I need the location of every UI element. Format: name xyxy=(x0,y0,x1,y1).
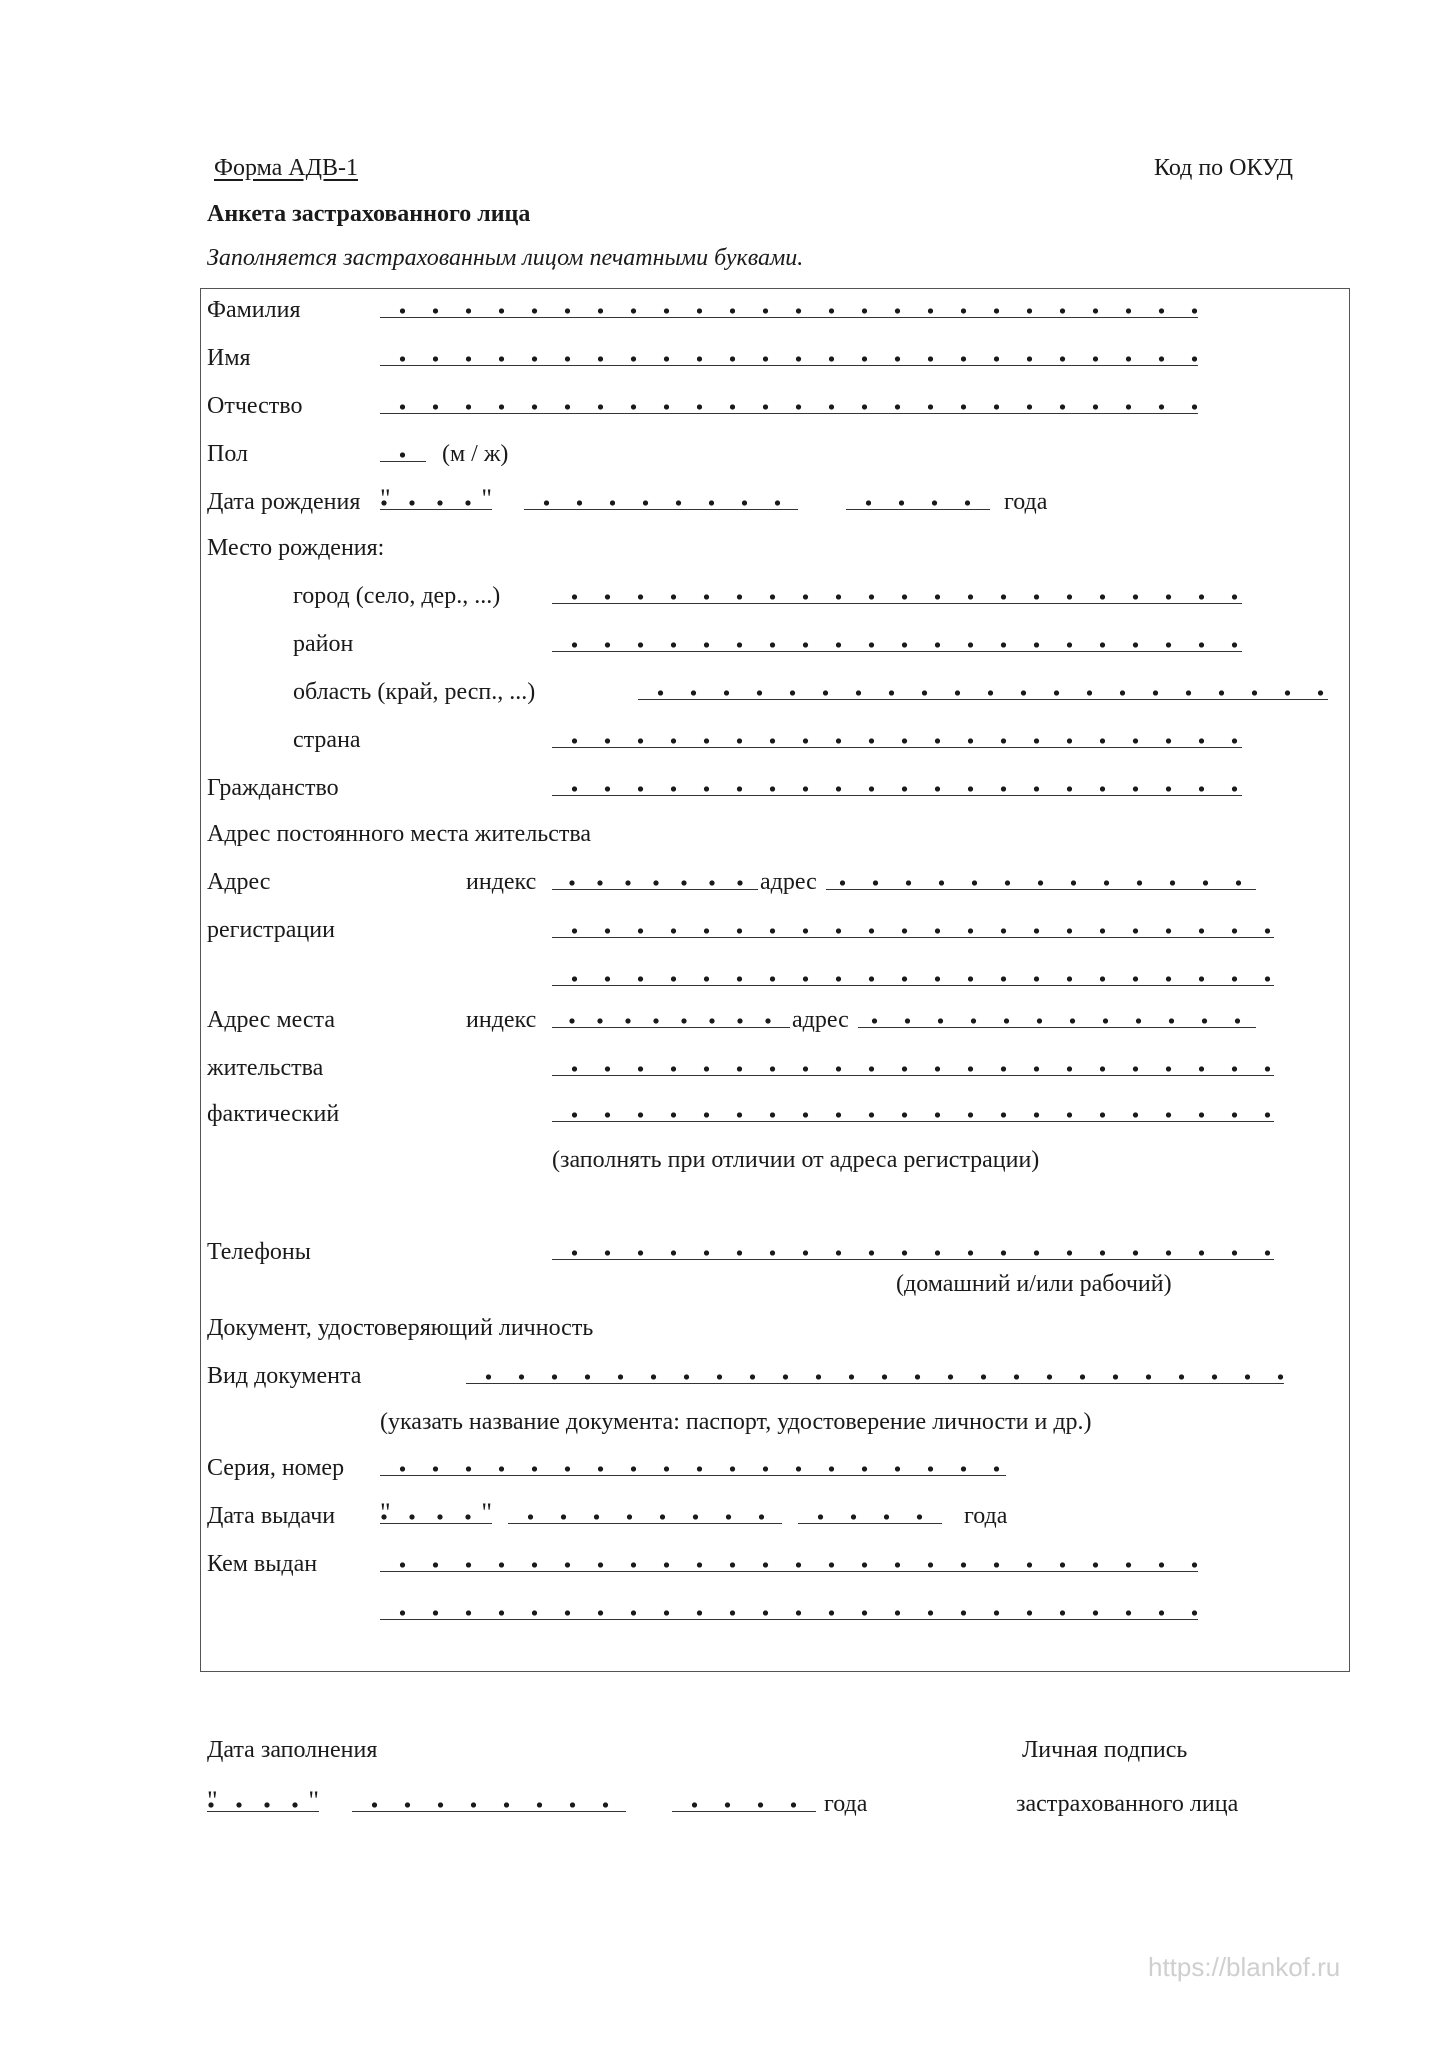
country-field[interactable] xyxy=(552,720,1242,748)
quote-close: " xyxy=(308,1786,319,1815)
birth-year-field[interactable] xyxy=(846,482,990,510)
actual-address-word: адрес xyxy=(792,1007,849,1033)
doc-type-label: Вид документа xyxy=(207,1363,362,1389)
surname-label: Фамилия xyxy=(207,297,301,323)
district-field[interactable] xyxy=(552,624,1242,652)
phones-label: Телефоны xyxy=(207,1239,311,1265)
quote-open: " xyxy=(207,1786,218,1815)
actual-index-label: индекс xyxy=(466,1007,537,1033)
citizenship-field[interactable] xyxy=(552,768,1242,796)
reg-index-label: индекс xyxy=(466,869,537,895)
city-field[interactable] xyxy=(552,576,1242,604)
fill-year-word: года xyxy=(824,1791,868,1817)
country-label: страна xyxy=(293,727,361,753)
phones-note: (домашний и/или рабочий) xyxy=(896,1271,1172,1297)
birth-month-field[interactable] xyxy=(524,482,798,510)
okud-code-label: Код по ОКУД xyxy=(1154,155,1293,181)
quote-open: " xyxy=(380,1498,391,1527)
actual-address-label-3: фактический xyxy=(207,1101,340,1127)
form-code: Форма АДВ-1 xyxy=(214,155,358,181)
birth-day-field[interactable] xyxy=(380,482,492,513)
phones-field[interactable] xyxy=(552,1232,1274,1260)
series-number-field[interactable] xyxy=(380,1448,1006,1476)
fill-date-label: Дата заполнения xyxy=(207,1737,378,1763)
signature-label-2: застрахованного лица xyxy=(1016,1791,1239,1817)
id-doc-header: Документ, удостоверяющий личность xyxy=(207,1315,594,1341)
actual-index-field[interactable] xyxy=(552,1000,790,1028)
series-number-label: Серия, номер xyxy=(207,1455,345,1481)
actual-address-line-3[interactable] xyxy=(552,1094,1274,1122)
patronymic-field[interactable] xyxy=(380,386,1198,414)
reg-address-word: адрес xyxy=(760,869,817,895)
fill-year-field[interactable] xyxy=(672,1784,816,1812)
patronymic-label: Отчество xyxy=(207,393,303,419)
sex-hint: (м / ж) xyxy=(442,441,509,467)
actual-address-label-1: Адрес места xyxy=(207,1007,335,1033)
issue-year-word: года xyxy=(964,1503,1008,1529)
residence-header: Адрес постоянного места жительства xyxy=(207,821,592,847)
sex-field[interactable] xyxy=(380,434,426,462)
actual-address-label-2: жительства xyxy=(207,1055,324,1081)
signature-label-1: Личная подпись xyxy=(1022,1737,1188,1763)
fill-day-field[interactable] xyxy=(207,1784,319,1815)
actual-address-note: (заполнять при отличии от адреса регистрации) xyxy=(552,1147,1040,1173)
region-field[interactable] xyxy=(638,672,1328,700)
issued-by-label: Кем выдан xyxy=(207,1551,318,1577)
issue-year-field[interactable] xyxy=(798,1496,942,1524)
sex-label: Пол xyxy=(207,441,248,467)
citizenship-label: Гражданство xyxy=(207,775,339,801)
birth-date-label: Дата рождения xyxy=(207,489,361,515)
quote-close: " xyxy=(481,1498,492,1527)
birth-place-label: Место рождения: xyxy=(207,535,385,561)
reg-address-field[interactable] xyxy=(826,862,1256,890)
fill-month-field[interactable] xyxy=(352,1784,626,1812)
reg-address-label-2: регистрации xyxy=(207,917,335,943)
reg-address-line-2[interactable] xyxy=(552,910,1274,938)
doc-type-note: (указать название документа: паспорт, удостоверение личности и др.) xyxy=(380,1409,1092,1435)
issue-month-field[interactable] xyxy=(508,1496,782,1524)
issue-date-label: Дата выдачи xyxy=(207,1503,336,1529)
name-label: Имя xyxy=(207,345,251,371)
reg-index-field[interactable] xyxy=(552,862,758,890)
quote-close: " xyxy=(481,484,492,513)
form-subtitle: Заполняется застрахованным лицом печатными буквами. xyxy=(207,245,804,271)
quote-open: " xyxy=(380,484,391,513)
issued-by-line-2[interactable] xyxy=(380,1592,1198,1620)
region-label: область (край, респ., ...) xyxy=(293,679,536,705)
issue-day-field[interactable] xyxy=(380,1496,492,1527)
watermark: https://blankof.ru xyxy=(1148,1952,1341,1982)
form-title: Анкета застрахованного лица xyxy=(207,201,531,227)
actual-address-field[interactable] xyxy=(858,1000,1256,1028)
actual-address-line-2[interactable] xyxy=(552,1048,1274,1076)
surname-field[interactable] xyxy=(380,290,1198,318)
name-field[interactable] xyxy=(380,338,1198,366)
city-label: город (село, дер., ...) xyxy=(293,583,501,609)
doc-type-field[interactable] xyxy=(466,1356,1284,1384)
issued-by-field[interactable] xyxy=(380,1544,1198,1572)
reg-address-line-3[interactable] xyxy=(552,958,1274,986)
birth-year-word: года xyxy=(1004,489,1048,515)
district-label: район xyxy=(293,631,354,657)
reg-address-label-1: Адрес xyxy=(207,869,271,895)
